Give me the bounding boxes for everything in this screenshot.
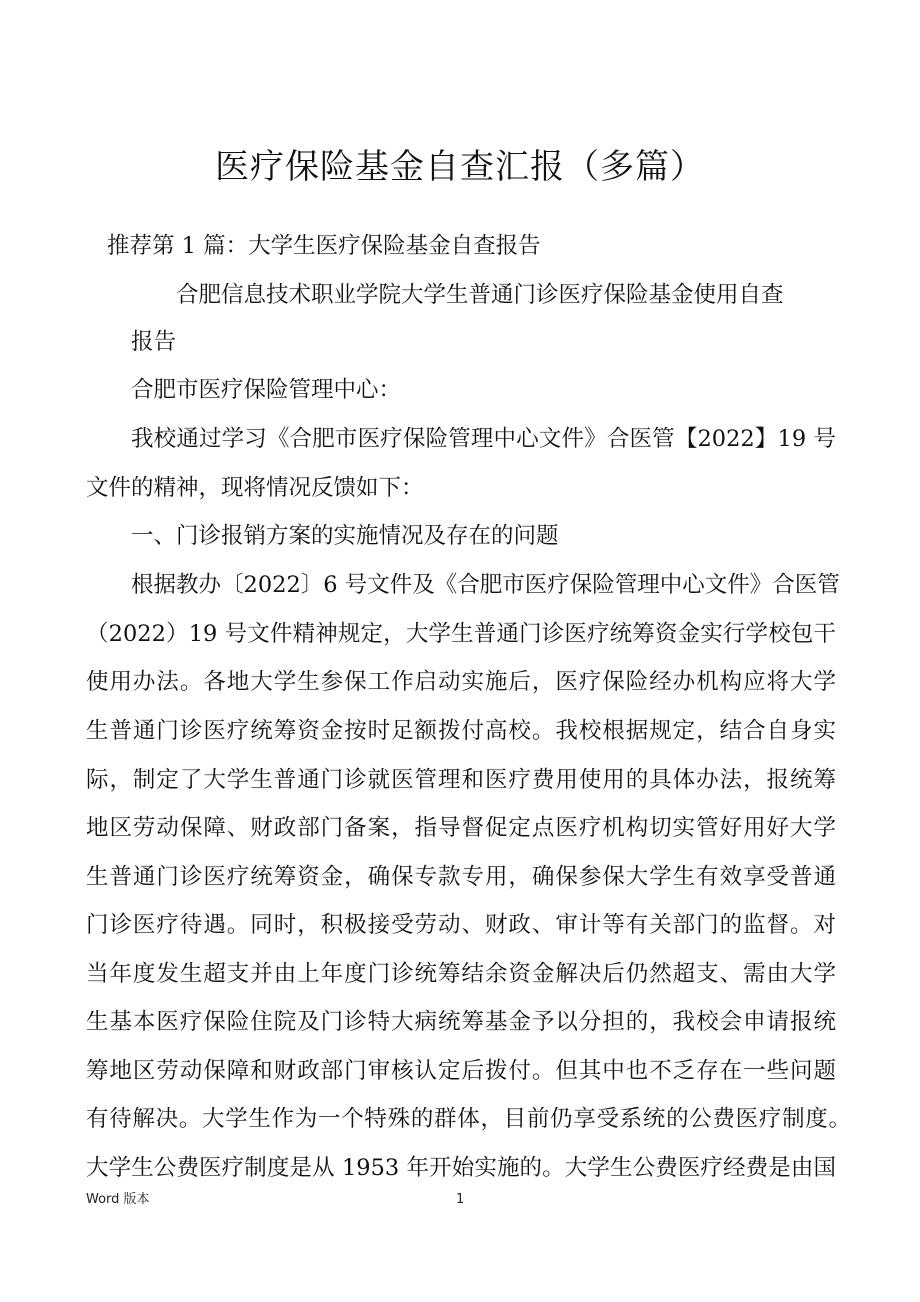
report-title-line-2: 报告 — [131, 329, 177, 355]
footer-page-number: 1 — [456, 1192, 465, 1207]
paragraph-2-line: 根据教办〔2022〕6 号文件及《合肥市医疗保险管理中心文件》合医管 — [131, 572, 840, 598]
paragraph-2-line: 生基本医疗保险住院及门诊特大病统筹基金予以分担的，我校会申请报统 — [86, 1009, 836, 1035]
paragraph-2-line: 地区劳动保障、财政部门备案，指导督促定点医疗机构切实管好用好大学 — [86, 815, 836, 841]
paragraph-2-line: 际，制定了大学生普通门诊就医管理和医疗费用使用的具体办法，报统筹 — [86, 767, 836, 793]
section-1-heading: 一、门诊报销方案的实施情况及存在的问题 — [131, 523, 559, 549]
paragraph-1-line: 我校通过学习《合肥市医疗保险管理中心文件》合医管【2022】19 号 — [131, 426, 836, 452]
document-title: 医疗保险基金自查汇报（多篇） — [215, 147, 705, 187]
paragraph-2-line: 大学生公费医疗制度是从 1953 年开始实施的。大学生公费医疗经费是由国 — [86, 1155, 836, 1181]
paragraph-2-line: 有待解决。大学生作为一个特殊的群体，目前仍享受系统的公费医疗制度。 — [86, 1106, 851, 1132]
report-title-line-1: 合肥信息技术职业学院大学生普通门诊医疗保险基金使用自查 — [176, 282, 784, 308]
paragraph-2-line: 门诊医疗待遇。同时，积极接受劳动、财政、审计等有关部门的监督。对 — [86, 912, 836, 938]
subheading: 推荐第 1 篇：大学生医疗保险基金自查报告 — [107, 233, 541, 259]
footer-version-label: Word 版本 — [86, 1192, 150, 1207]
paragraph-1-line: 文件的精神，现将情况反馈如下： — [86, 475, 424, 501]
paragraph-2-line: 筹地区劳动保障和财政部门审核认定后拨付。但其中也不乏存在一些问题 — [86, 1058, 836, 1084]
paragraph-2-line: 当年度发生超支并由上年度门诊统筹结余资金解决后仍然超支、需由大学 — [86, 961, 836, 987]
paragraph-2-line: 生普通门诊医疗统筹资金按时足额拨付高校。我校根据规定，结合自身实 — [86, 718, 836, 744]
salutation: 合肥市医疗保险管理中心： — [131, 377, 402, 403]
paragraph-2-line: 生普通门诊医疗统筹资金，确保专款专用，确保参保大学生有效享受普通 — [86, 864, 836, 890]
paragraph-2-line: 使用办法。各地大学生参保工作启动实施后，医疗保险经办机构应将大学 — [86, 669, 836, 695]
paragraph-2-line: （2022）19 号文件精神规定，大学生普通门诊医疗统筹资金实行学校包干 — [86, 621, 836, 647]
